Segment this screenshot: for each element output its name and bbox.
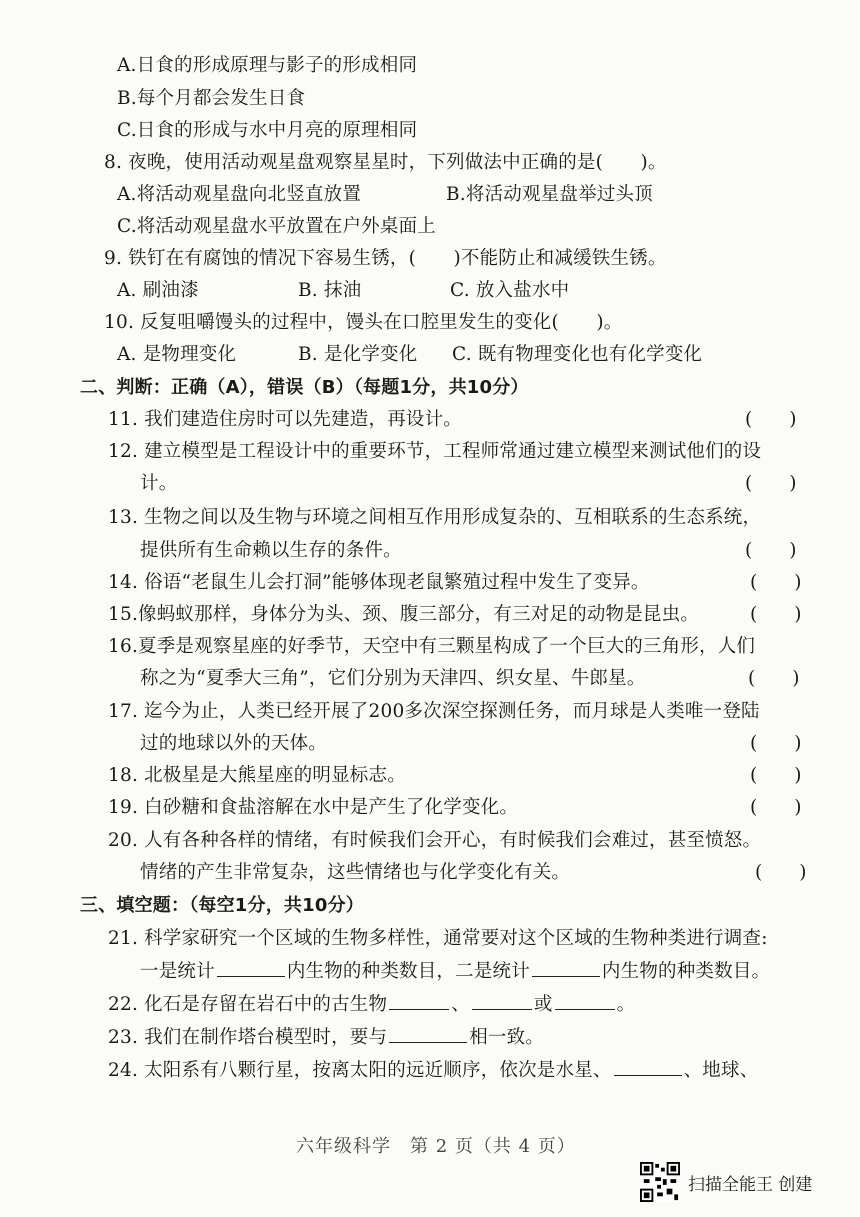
q9-option-b: B. 抹油 bbox=[298, 280, 362, 301]
blank-field[interactable] bbox=[472, 991, 532, 1010]
scanner-watermark bbox=[640, 1161, 812, 1203]
answer-paren: ( ) bbox=[755, 862, 807, 883]
blank-field[interactable] bbox=[555, 991, 615, 1010]
fill-text: 内生物的种类数目，二是统计 bbox=[286, 961, 530, 982]
page-footer: 六年级科学 第 2 页（共 4 页） bbox=[296, 1136, 576, 1157]
judge-q12-line2: 计。 bbox=[140, 473, 178, 494]
fill-text: 内生物的种类数目。 bbox=[601, 961, 771, 982]
q9-option-c: C. 放入盐水中 bbox=[450, 280, 570, 301]
q7-option-b: B.每个月都会发生日食 bbox=[117, 88, 306, 109]
judge-q16-line2: 称之为“夏季大三角”，它们分别为天津四、织女星、牛郎星。 bbox=[140, 668, 646, 689]
q7-option-a: A.日食的形成原理与影子的形成相同 bbox=[117, 55, 418, 76]
fill-text: 、 bbox=[451, 994, 470, 1015]
q8-option-c: C.将活动观星盘水平放置在户外桌面上 bbox=[117, 216, 436, 237]
fill-text: 、地球、 bbox=[683, 1060, 759, 1081]
q9-stem: 9. 铁钉在有腐蚀的情况下容易生锈，( )不能防止和减缓铁生锈。 bbox=[104, 248, 667, 269]
fill-q22 bbox=[108, 990, 635, 1016]
fill-q24 bbox=[108, 1056, 758, 1082]
judge-q13-line1: 13. 生物之间以及生物与环境之间相互作用形成复杂的、互相联系的生态系统， bbox=[108, 507, 762, 528]
answer-paren: ( ) bbox=[745, 540, 797, 561]
fill-text: 相一致。 bbox=[469, 1027, 545, 1048]
qr-code-icon bbox=[640, 1162, 680, 1202]
q10-option-a: A. 是物理变化 bbox=[117, 344, 237, 365]
watermark-text: 扫描全能王 创建 bbox=[688, 1174, 813, 1195]
answer-paren: ( ) bbox=[748, 668, 800, 689]
q9-option-a: A. 刷油漆 bbox=[117, 280, 199, 301]
q8-stem: 8. 夜晚，使用活动观星盘观察星星时，下列做法中正确的是( )。 bbox=[104, 152, 667, 173]
judge-q20-line1: 20. 人有各种各样的情绪，有时候我们会开心，有时候我们会难过，甚至愤怒。 bbox=[108, 830, 762, 851]
q10-option-c: C. 既有物理变化也有化学变化 bbox=[452, 344, 703, 365]
fill-text: 23. 我们在制作塔台模型时，要与 bbox=[108, 1027, 388, 1048]
answer-paren: ( ) bbox=[750, 765, 802, 786]
answer-paren: ( ) bbox=[745, 409, 797, 430]
judge-q17-line2: 过的地球以外的天体。 bbox=[140, 733, 328, 754]
section3-title: 三、填空题：（每空1分，共10分） bbox=[80, 895, 364, 916]
fill-text: 或 bbox=[533, 994, 553, 1015]
q7-option-c: C.日食的形成与水中月亮的原理相同 bbox=[117, 120, 418, 141]
blank-field[interactable] bbox=[532, 958, 600, 977]
judge-q17-line1: 17. 迄今为止，人类已经开展了200多次深空探测任务，而月球是人类唯一登陆 bbox=[108, 701, 760, 722]
answer-paren: ( ) bbox=[745, 473, 797, 494]
answer-paren: ( ) bbox=[750, 572, 802, 593]
answer-paren: ( ) bbox=[750, 604, 802, 625]
judge-q19: 19. 白砂糖和食盐溶解在水中是产生了化学变化。 bbox=[108, 797, 519, 818]
judge-q11: 11. 我们建造住房时可以先建造，再设计。 bbox=[108, 409, 463, 430]
judge-q20-line2: 情绪的产生非常复杂，这些情绪也与化学变化有关。 bbox=[140, 862, 571, 883]
fill-q21-line1: 21. 科学家研究一个区域的生物多样性，通常要对这个区域的生物种类进行调查: bbox=[108, 928, 768, 949]
blank-field[interactable] bbox=[217, 958, 285, 977]
q10-stem: 10. 反复咀嚼馒头的过程中，馒头在口腔里发生的变化( )。 bbox=[104, 312, 623, 333]
judge-q18: 18. 北极星是大熊星座的明显标志。 bbox=[108, 765, 406, 786]
blank-field[interactable] bbox=[614, 1057, 682, 1076]
blank-field[interactable] bbox=[389, 1024, 467, 1043]
q8-option-b: B.将活动观星盘举过头顶 bbox=[446, 184, 653, 205]
fill-text: 。 bbox=[616, 994, 636, 1015]
fill-q21-line2 bbox=[140, 957, 770, 983]
fill-q23 bbox=[108, 1023, 544, 1049]
judge-q12-line1: 12. 建立模型是工程设计中的重要环节，工程师常通过建立模型来测试他们的设 bbox=[108, 441, 762, 462]
fill-text: 24. 太阳系有八颗行星，按离太阳的远近顺序，依次是水星、 bbox=[108, 1060, 612, 1081]
answer-paren: ( ) bbox=[750, 797, 802, 818]
judge-q15: 15.像蚂蚁那样，身体分为头、颈、腹三部分，有三对足的动物是昆虫。 bbox=[108, 604, 700, 625]
blank-field[interactable] bbox=[389, 991, 449, 1010]
fill-text: 一是统计 bbox=[140, 961, 215, 982]
section2-title: 二、判断：正确（A），错误（B）（每题1分，共10分） bbox=[80, 377, 529, 398]
judge-q16-line1: 16.夏季是观察星座的好季节，天空中有三颗星构成了一个巨大的三角形，人们 bbox=[108, 636, 756, 657]
q10-option-b: B. 是化学变化 bbox=[298, 344, 418, 365]
judge-q13-line2: 提供所有生命赖以生存的条件。 bbox=[140, 540, 402, 561]
answer-paren: ( ) bbox=[750, 733, 802, 754]
fill-text: 22. 化石是存留在岩石中的古生物 bbox=[108, 994, 388, 1015]
judge-q14: 14. 俗语“老鼠生儿会打洞”能够体现老鼠繁殖过程中发生了变异。 bbox=[108, 572, 650, 593]
q8-option-a: A.将活动观星盘向北竖直放置 bbox=[117, 184, 362, 205]
